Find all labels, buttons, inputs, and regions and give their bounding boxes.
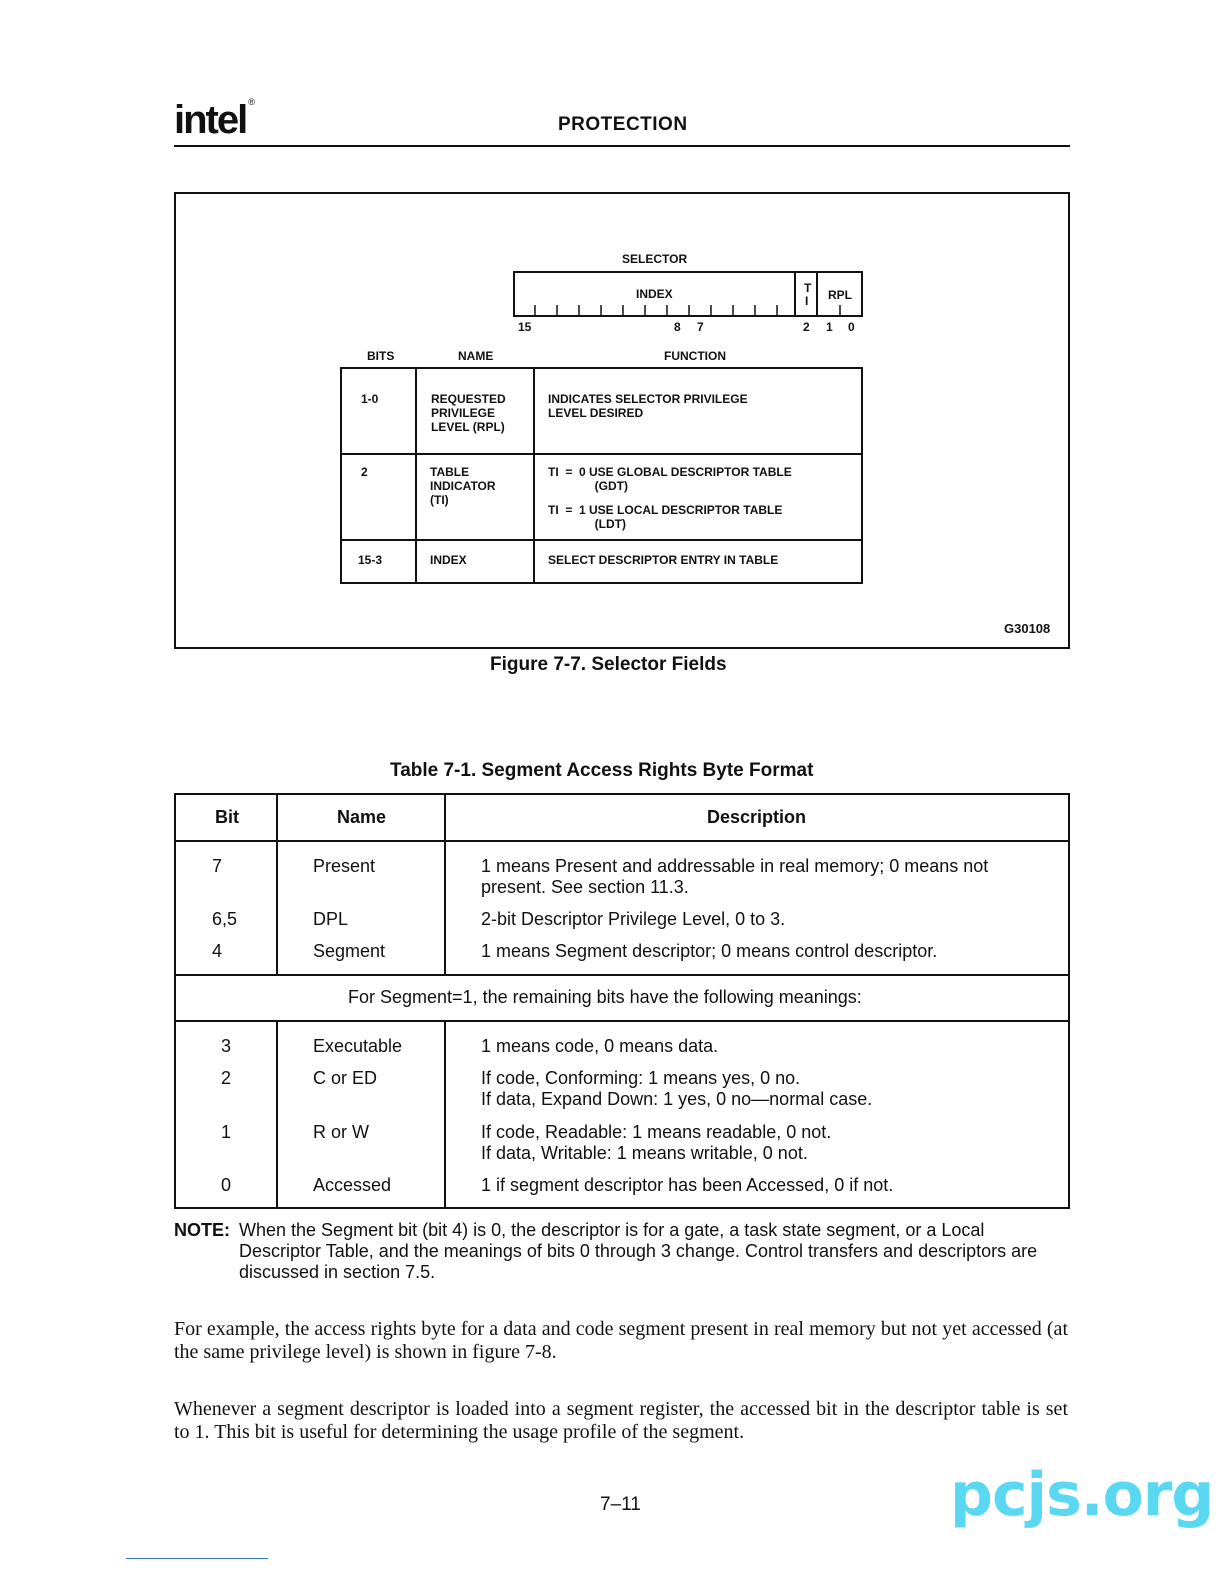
table-divider <box>415 369 417 582</box>
header-name: Name <box>337 807 387 827</box>
col-head-function: FUNCTION <box>664 349 726 363</box>
table-divider <box>276 795 278 975</box>
row-bit: 7 <box>212 856 223 876</box>
table-divider <box>533 369 535 582</box>
ti-label-bottom: I <box>805 294 809 308</box>
row-description: If code, Readable: 1 means readable, 0 not. If data, Writable: 1 means writable, 0 not. <box>481 1122 832 1163</box>
page-number: 7–11 <box>600 1494 641 1515</box>
row-bit: 3 <box>221 1036 232 1056</box>
figure-id: G30108 <box>1004 621 1051 636</box>
page-header-title: PROTECTION <box>558 114 688 135</box>
link-underline <box>126 1558 268 1559</box>
row-description: 2-bit Descriptor Privilege Level, 0 to 3. <box>481 909 786 929</box>
rpl-label: RPL <box>828 288 852 302</box>
row-index-bits: 15-3 <box>358 553 383 567</box>
table-caption: Table 7-1. Segment Access Rights Byte Format <box>390 760 814 781</box>
col-head-bits: BITS <box>367 349 395 363</box>
row-description: 1 if segment descriptor has been Accessed, 0 if not. <box>481 1175 894 1195</box>
bit-number-2: 2 <box>803 320 810 334</box>
row-name: Present <box>313 856 376 876</box>
table-divider <box>176 1020 1068 1022</box>
table-note <box>174 1220 1070 1283</box>
col-head-name: NAME <box>458 349 494 363</box>
body-paragraph: Whenever a segment descriptor is loaded into a segment register, the accessed bit in the descriptor table is set to 1. This bit is useful for determining the usage profile of the segment. <box>174 1398 1068 1443</box>
row-name: Accessed <box>313 1175 392 1195</box>
row-name: Executable <box>313 1036 403 1056</box>
row-bit: 4 <box>212 941 223 961</box>
figure-caption: Figure 7-7. Selector Fields <box>490 654 727 675</box>
row-bit: 1 <box>221 1122 232 1142</box>
selector-title: SELECTOR <box>622 252 688 266</box>
span-row-text: For Segment=1, the remaining bits have the following meanings: <box>348 987 862 1007</box>
bit-number-15: 15 <box>518 320 532 334</box>
bit-number-1: 1 <box>826 320 833 334</box>
row-ti-function-ldt: TI = 1 USE LOCAL DESCRIPTOR TABLE (LDT) <box>548 503 783 531</box>
bit-tick-marks <box>513 303 796 317</box>
table-divider <box>176 974 1068 976</box>
row-description: 1 means code, 0 means data. <box>481 1036 719 1056</box>
row-description: 1 means Segment descriptor; 0 means control descriptor. <box>481 941 938 961</box>
row-rpl-name: REQUESTED PRIVILEGE LEVEL (RPL) <box>431 392 506 434</box>
header-bit: Bit <box>215 807 239 827</box>
row-description: If code, Conforming: 1 means yes, 0 no. If data, Expand Down: 1 yes, 0 no—normal case. <box>481 1068 873 1109</box>
row-description: 1 means Present and addressable in real memory; 0 means not present. See section 11.3. <box>481 856 989 897</box>
row-name: DPL <box>313 909 349 929</box>
body-paragraph: For example, the access rights byte for a data and code segment present in real memory but not yet accessed (at the same privilege level) is shown in figure 7-8. <box>174 1318 1068 1363</box>
row-bit: 0 <box>221 1175 232 1195</box>
pcjs-watermark: pcjs.org <box>950 1460 1214 1530</box>
bit-number-0: 0 <box>848 320 855 334</box>
header-description: Description <box>707 807 807 827</box>
row-rpl-bits: 1-0 <box>361 392 379 406</box>
row-bit: 6,5 <box>212 909 238 929</box>
intel-logo: intel ® <box>174 96 253 142</box>
ti-label-top: T <box>804 281 812 295</box>
row-rpl-function: INDICATES SELECTOR PRIVILEGE LEVEL DESIRED <box>548 392 748 420</box>
table-divider <box>276 1021 278 1209</box>
row-name: C or ED <box>313 1068 378 1088</box>
row-ti-bits: 2 <box>361 465 368 479</box>
table-divider <box>444 1021 446 1209</box>
row-ti-function-gdt: TI = 0 USE GLOBAL DESCRIPTOR TABLE (GDT) <box>548 465 792 493</box>
table-divider <box>444 795 446 975</box>
table-divider <box>176 840 1068 842</box>
index-label: INDEX <box>636 287 673 301</box>
bit-number-7: 7 <box>697 320 704 334</box>
note-text: When the Segment bit (bit 4) is 0, the descriptor is for a gate, a task state segment, or a Local Descriptor Table, and the meanings of bits 0 through 3 change. Control transfers and descriptors are discussed in section 7.5. <box>239 1220 1038 1282</box>
row-name: R or W <box>313 1122 369 1142</box>
table-divider <box>342 453 861 455</box>
row-index-function: SELECT DESCRIPTOR ENTRY IN TABLE <box>548 553 779 567</box>
row-ti-name: TABLE INDICATOR (TI) <box>430 465 496 507</box>
header-rule <box>174 145 1070 147</box>
row-index-name: INDEX <box>430 553 467 567</box>
row-name: Segment <box>313 941 386 961</box>
bit-number-8: 8 <box>674 320 681 334</box>
row-bit: 2 <box>221 1068 232 1088</box>
table-divider <box>342 539 861 541</box>
rpl-tick-mark <box>818 303 863 317</box>
note-label: NOTE: <box>174 1220 230 1240</box>
